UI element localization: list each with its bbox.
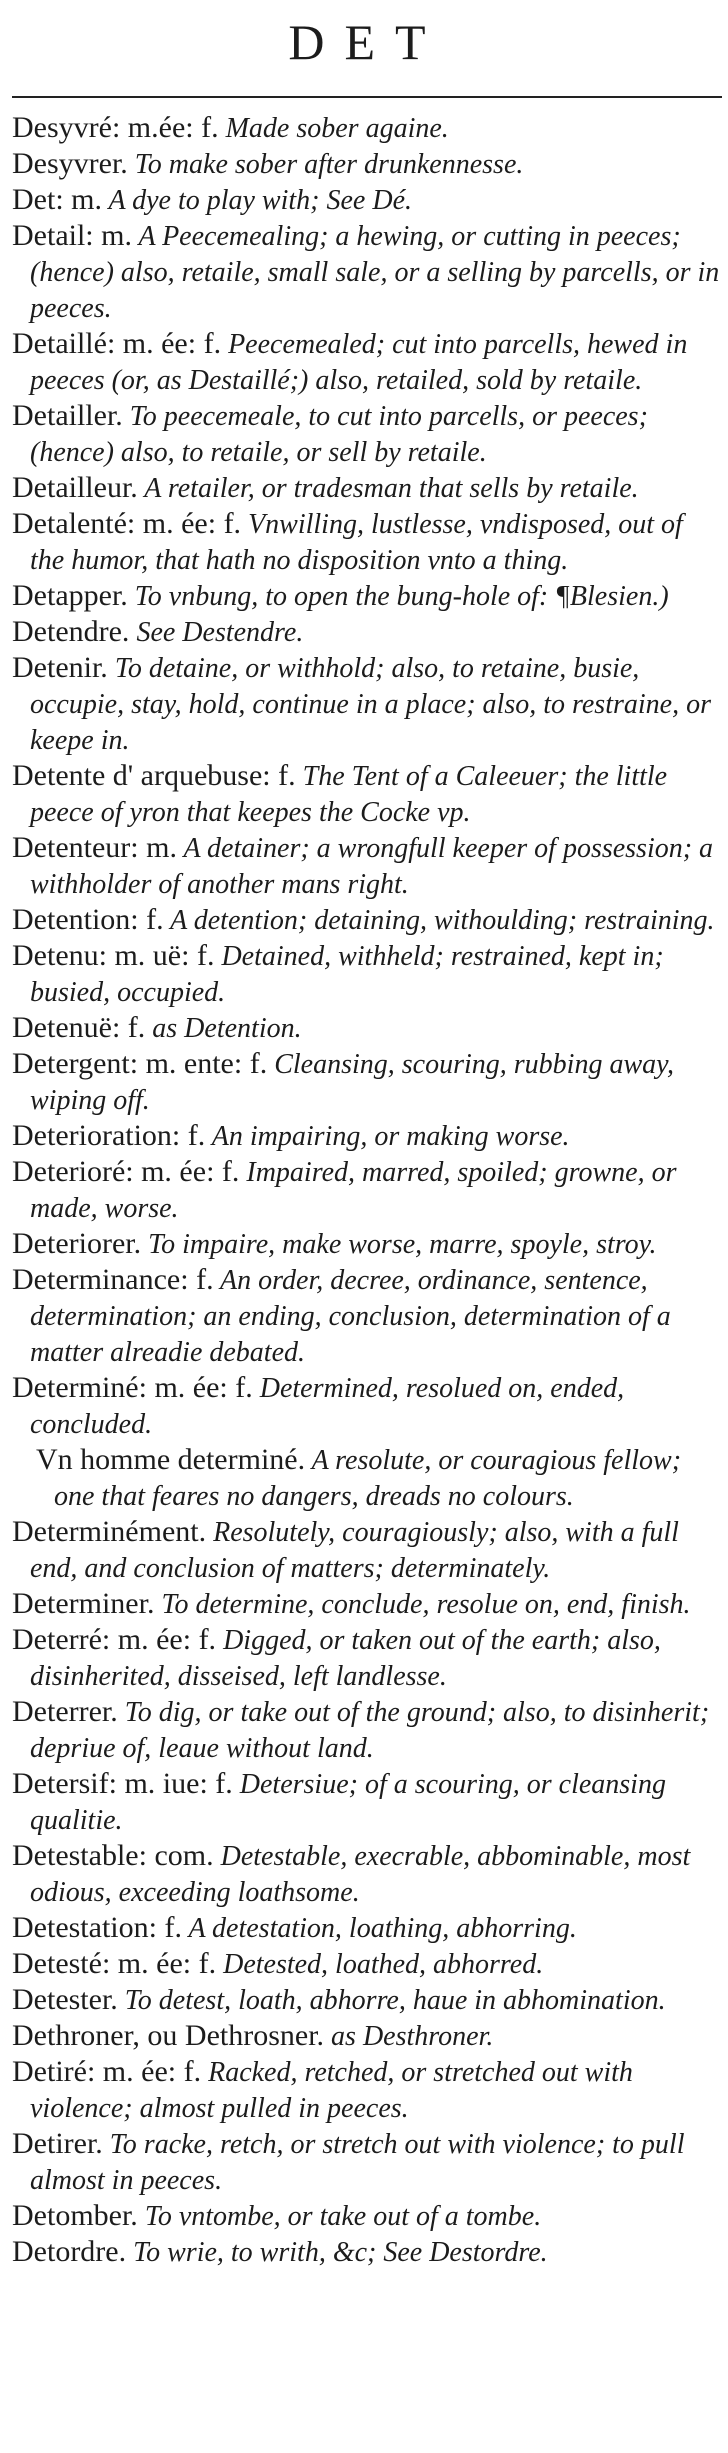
entry-definition: To impaire, make worse, marre, spoyle, stroy. <box>141 1229 657 1260</box>
entry-definition: An order, decree, ordinance, sentence, determination; an ending, conclusion, determination of a matter alreadie debated. <box>30 1265 671 1368</box>
dictionary-entry <box>12 758 722 830</box>
entry-definition: A resolute, or couragious fellow; one that feares no dangers, dreads no colours. <box>54 1445 682 1512</box>
dictionary-entry <box>12 1766 722 1838</box>
entry-headword: Detirer. <box>12 2127 103 2160</box>
dictionary-entry <box>12 1010 722 1046</box>
entry-definition: To vnbung, to open the bung-hole of: ¶Blesien.) <box>127 581 669 612</box>
entry-headword: Desyvré: m.ée: f. <box>12 111 219 144</box>
entry-headword: Detalenté: m. ée: f. <box>12 507 242 540</box>
entry-headword: Dethroner, ou Dethrosner. <box>12 2019 325 2052</box>
dictionary-entry <box>12 2198 722 2234</box>
entry-definition: A Peecemealing; a hewing, or cutting in peeces; (hence) also, retaile, small sale, or a selling by parcells, or in peeces. <box>30 221 720 324</box>
dictionary-entry <box>12 1262 722 1370</box>
dictionary-entry <box>12 2018 722 2054</box>
entry-definition: Made sober againe. <box>218 113 449 144</box>
entry-headword: Determiné: m. ée: f. <box>12 1371 253 1404</box>
entry-headword: Detendre. <box>12 615 130 648</box>
entry-definition: A dye to play with; See Dé. <box>102 185 412 216</box>
entry-list <box>12 110 722 2270</box>
dictionary-entry <box>12 1982 722 2018</box>
entry-headword: Deterioré: m. ée: f. <box>12 1155 240 1188</box>
dictionary-entry <box>12 470 722 506</box>
entry-definition: See Destendre. <box>129 617 304 648</box>
dictionary-entry <box>12 506 722 578</box>
entry-definition: To vntombe, or take out of a tombe. <box>137 2201 542 2232</box>
entry-definition: To racke, retch, or stretch out with violence; to pull almost in peeces. <box>30 2129 685 2196</box>
dictionary-entry <box>12 2126 722 2198</box>
entry-headword: Det: m. <box>12 183 102 216</box>
dictionary-entry <box>12 2054 722 2126</box>
dictionary-entry <box>12 398 722 470</box>
entry-headword: Detention: f. <box>12 903 164 936</box>
dictionary-entry <box>12 1910 722 1946</box>
entry-headword: Deteriorer. <box>12 1227 142 1260</box>
dictionary-entry <box>12 938 722 1010</box>
entry-definition: Impaired, marred, spoiled; growne, or made, worse. <box>30 1157 677 1224</box>
entry-definition: To peecemeale, to cut into parcells, or peeces; (hence) also, to retaile, or sell by retaile. <box>30 401 648 468</box>
entry-definition: To wrie, to writh, &c; See Destordre. <box>126 2237 548 2268</box>
entry-definition: A detestation, loathing, abhorring. <box>181 1913 577 1944</box>
entry-headword: Detenu: m. uë: f. <box>12 939 215 972</box>
dictionary-entry <box>12 146 722 182</box>
dictionary-entry <box>12 1694 722 1766</box>
dictionary-entry <box>12 1838 722 1910</box>
entry-headword: Detenteur: m. <box>12 831 177 864</box>
entry-headword: Detenir. <box>12 651 108 684</box>
entry-definition: Peecemealed; cut into parcells, hewed in peeces (or, as Destaillé;) also, retailed, sold by retaile. <box>30 329 688 396</box>
entry-definition: To dig, or take out of the ground; also, to disinherit; depriue of, leaue without land. <box>30 1697 710 1764</box>
entry-headword: Deterrer. <box>12 1695 118 1728</box>
entry-definition: Racked, retched, or stretched out with violence; almost pulled in peeces. <box>30 2057 633 2124</box>
entry-definition: To detaine, or withhold; also, to retaine, busie, occupie, stay, hold, continue in a place; also, to restraine, or keepe in. <box>30 653 711 756</box>
header-rule <box>12 96 722 98</box>
entry-definition: Cleansing, scouring, rubbing away, wiping off. <box>30 1049 674 1116</box>
entry-headword: Determiner. <box>12 1587 155 1620</box>
entry-definition: The Tent of a Caleeuer; the little peece of yron that keepes the Cocke vp. <box>30 761 668 828</box>
dictionary-entry <box>12 1514 722 1586</box>
dictionary-entry <box>12 1226 722 1262</box>
entry-headword: Determinance: f. <box>12 1263 214 1296</box>
entry-definition: as Desthroner. <box>324 2021 494 2052</box>
entry-headword: Detailler. <box>12 399 123 432</box>
entry-definition: A detention; detaining, withoulding; restraining. <box>163 905 715 936</box>
entry-headword: Desyvrer. <box>12 147 128 180</box>
entry-headword: Detersif: m. iue: f. <box>12 1767 233 1800</box>
dictionary-entry <box>12 1046 722 1118</box>
entry-definition: To determine, conclude, resolue on, end, finish. <box>154 1589 691 1620</box>
entry-headword: Detomber. <box>12 2199 138 2232</box>
entry-definition: as Detention. <box>145 1013 302 1044</box>
dictionary-entry <box>12 326 722 398</box>
entry-definition: Resolutely, couragiously; also, with a full end, and conclusion of matters; determinately. <box>30 1517 679 1584</box>
entry-headword: Detail: m. <box>12 219 132 252</box>
dictionary-entry <box>12 110 722 146</box>
entry-headword: Deterré: m. ée: f. <box>12 1623 217 1656</box>
entry-headword: Detestation: f. <box>12 1911 182 1944</box>
entry-definition: Digged, or taken out of the earth; also, disinherited, disseised, left landlesse. <box>30 1625 661 1692</box>
entry-definition: Detained, withheld; restrained, kept in; busied, occupied. <box>30 941 664 1008</box>
entry-definition: Detestable, execrable, abbominable, most odious, exceeding loathsome. <box>30 1841 691 1908</box>
entry-headword: Detergent: m. ente: f. <box>12 1047 268 1080</box>
entry-headword: Detapper. <box>12 579 128 612</box>
entry-definition: Vnwilling, lustlesse, vndisposed, out of the humor, that hath no disposition vnto a thing. <box>30 509 683 576</box>
dictionary-entry <box>12 1586 722 1622</box>
entry-headword: Detailleur. <box>12 471 138 504</box>
dictionary-entry <box>12 218 722 326</box>
dictionary-entry <box>12 1370 722 1442</box>
entry-definition: Detersiue; of a scouring, or cleansing qualitie. <box>30 1769 666 1836</box>
entry-definition: To make sober after drunkennesse. <box>127 149 524 180</box>
dictionary-entry <box>12 1622 722 1694</box>
dictionary-entry <box>12 182 722 218</box>
dictionary-entry <box>12 902 722 938</box>
entry-headword: Detordre. <box>12 2235 127 2268</box>
entry-headword: Detestable: com. <box>12 1839 214 1872</box>
dictionary-entry <box>12 578 722 614</box>
entry-definition: An impairing, or making worse. <box>205 1121 570 1152</box>
entry-headword: Deterioration: f. <box>12 1119 206 1152</box>
entry-headword: Detesté: m. ée: f. <box>12 1947 217 1980</box>
dictionary-entry <box>12 1118 722 1154</box>
dictionary-entry <box>12 830 722 902</box>
dictionary-entry <box>12 650 722 758</box>
entry-headword: Detenuë: f. <box>12 1011 146 1044</box>
entry-headword: Detaillé: m. ée: f. <box>12 327 222 360</box>
entry-definition: A detainer; a wrongfull keeper of possession; a withholder of another mans right. <box>30 833 714 900</box>
entry-headword: Determinément. <box>12 1515 207 1548</box>
dictionary-entry <box>12 614 722 650</box>
entry-definition: Detested, loathed, abhorred. <box>216 1949 544 1980</box>
entry-headword: Vn homme determiné. <box>36 1443 306 1476</box>
entry-definition: To detest, loath, abhorre, haue in abhomination. <box>117 1985 666 2016</box>
dictionary-entry <box>12 1154 722 1226</box>
running-head: DET <box>288 14 446 70</box>
entry-definition: A retailer, or tradesman that sells by retaile. <box>137 473 639 504</box>
dictionary-entry <box>12 2234 722 2270</box>
entry-headword: Detester. <box>12 1983 118 2016</box>
dictionary-entry <box>12 1946 722 1982</box>
dictionary-entry <box>12 1442 722 1514</box>
entry-headword: Detente d' arquebuse: f. <box>12 759 296 792</box>
entry-headword: Detiré: m. ée: f. <box>12 2055 202 2088</box>
entry-definition: Determined, resolued on, ended, concluded. <box>30 1373 625 1440</box>
